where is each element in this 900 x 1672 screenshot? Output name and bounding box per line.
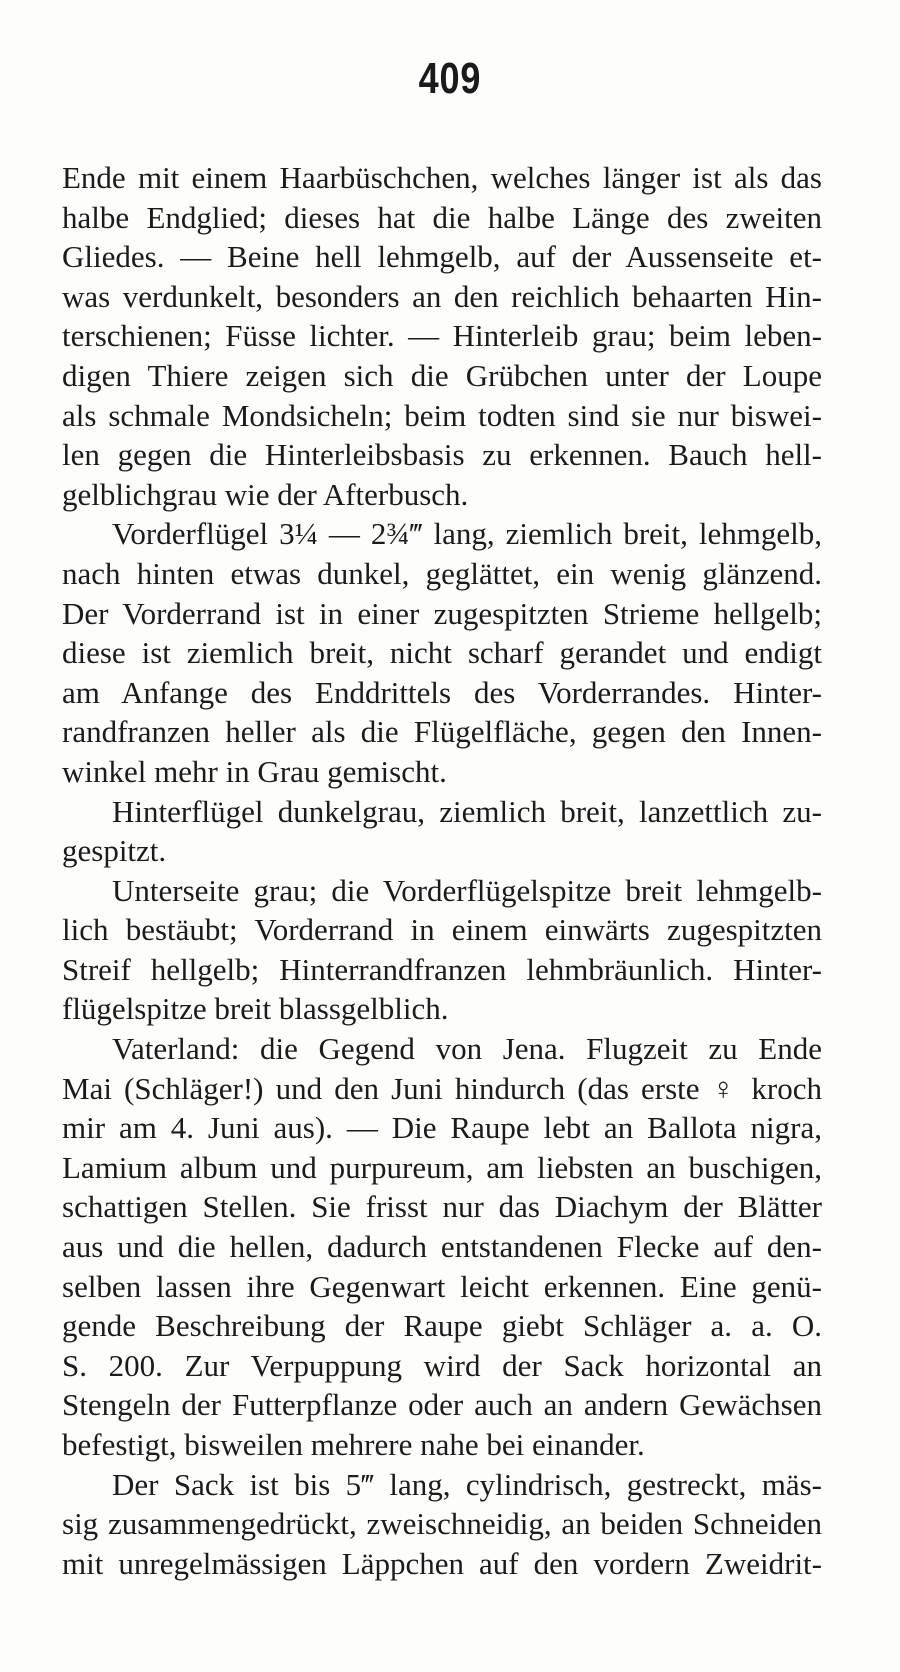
text-line: nach hinten etwas dunkel, geglättet, ein wenig glänzend. xyxy=(62,555,822,591)
text-line: befestigt, bisweilen mehrere nahe bei einander. xyxy=(62,1427,645,1462)
text-line: Vaterland: die Gegend von Jena. Flugzeit zu Ende xyxy=(112,1031,822,1067)
text-line: Stengeln der Futterpflanze oder auch an andern Gewächsen xyxy=(62,1387,822,1423)
text-line: Unterseite grau; die Vorderflügelspitze breit lehmgelb- xyxy=(112,872,822,908)
page-number: 409 xyxy=(418,54,482,103)
text-line: gespitzt. xyxy=(62,833,167,869)
text-line: lich bestäubt; Vorderrand in einem einwärts zugespitzten xyxy=(62,912,822,948)
text-line: mir am 4. Juni aus). — Die Raupe lebt an Ballota nigra, xyxy=(62,1110,822,1146)
text-line: flügelspitze breit blassgelblich. xyxy=(62,991,449,1027)
text-line: was verdunkelt, besonders an den reichlich behaarten Hin- xyxy=(62,278,822,314)
text-line: am Anfange des Enddrittels des Vorderrandes. Hinter- xyxy=(62,674,822,710)
text-line: Gliedes. — Beine hell lehmgelb, auf der Aussenseite et- xyxy=(62,239,822,275)
text-line: selben lassen ihre Gegenwart leicht erkennen. Eine genü- xyxy=(62,1268,822,1304)
text-line: mit unregelmässigen Läppchen auf den vordern Zweidrit- xyxy=(62,1545,822,1581)
text-line: Lamium album und purpureum, am liebsten an buschigen, xyxy=(62,1149,822,1185)
text-line: Vorderflügel 3¼ — 2¾‴ lang, ziemlich breit, lehmgelb, xyxy=(112,516,822,552)
text-line: randfranzen heller als die Flügelfläche, gegen den Innen- xyxy=(62,714,822,750)
text-line: digen Thiere zeigen sich die Grübchen unter der Loupe xyxy=(62,357,822,393)
text-line: Der Sack ist bis 5‴ lang, cylindrisch, gestreckt, mäs- xyxy=(112,1466,822,1502)
text-line: aus und die hellen, dadurch entstandenen Flecke auf den- xyxy=(62,1229,822,1265)
text-line: gelblichgrau wie der Afterbusch. xyxy=(62,476,469,512)
text-line: terschienen; Füsse lichter. — Hinterleib grau; beim leben- xyxy=(62,318,822,354)
text-line: gende Beschreibung der Raupe giebt Schläger a. a. O. xyxy=(62,1308,822,1344)
text-line: schattigen Stellen. Sie frisst nur das Diachym der Blätter xyxy=(62,1189,822,1225)
body-text xyxy=(62,158,822,1583)
text-line: winkel mehr in Grau gemischt. xyxy=(62,753,447,789)
text-line: S. 200. Zur Verpuppung wird der Sack horizontal an xyxy=(62,1347,822,1383)
text-line: Der Vorderrand ist in einer zugespitzten Strieme hellgelb; xyxy=(62,595,822,631)
text-line: len gegen die Hinterleibsbasis zu erkennen. Bauch hell- xyxy=(62,437,822,473)
text-line: diese ist ziemlich breit, nicht scharf gerandet und endigt xyxy=(62,635,822,671)
text-line: Ende mit einem Haarbüschchen, welches länger ist als das xyxy=(62,160,822,195)
text-line: als schmale Mondsicheln; beim todten sind sie nur biswei- xyxy=(62,397,822,433)
text-line: Streif hellgelb; Hinterrandfranzen lehmbräunlich. Hinter- xyxy=(62,951,822,987)
text-line: sig zusammengedrückt, zweischneidig, an beiden Schneiden xyxy=(62,1506,822,1542)
text-line: halbe Endglied; dieses hat die halbe Länge des zweiten xyxy=(62,199,822,235)
text-line: Hinterflügel dunkelgrau, ziemlich breit, lanzettlich zu- xyxy=(112,793,822,829)
text-line: Mai (Schläger!) und den Juni hindurch (das erste ♀ kroch xyxy=(62,1070,822,1106)
